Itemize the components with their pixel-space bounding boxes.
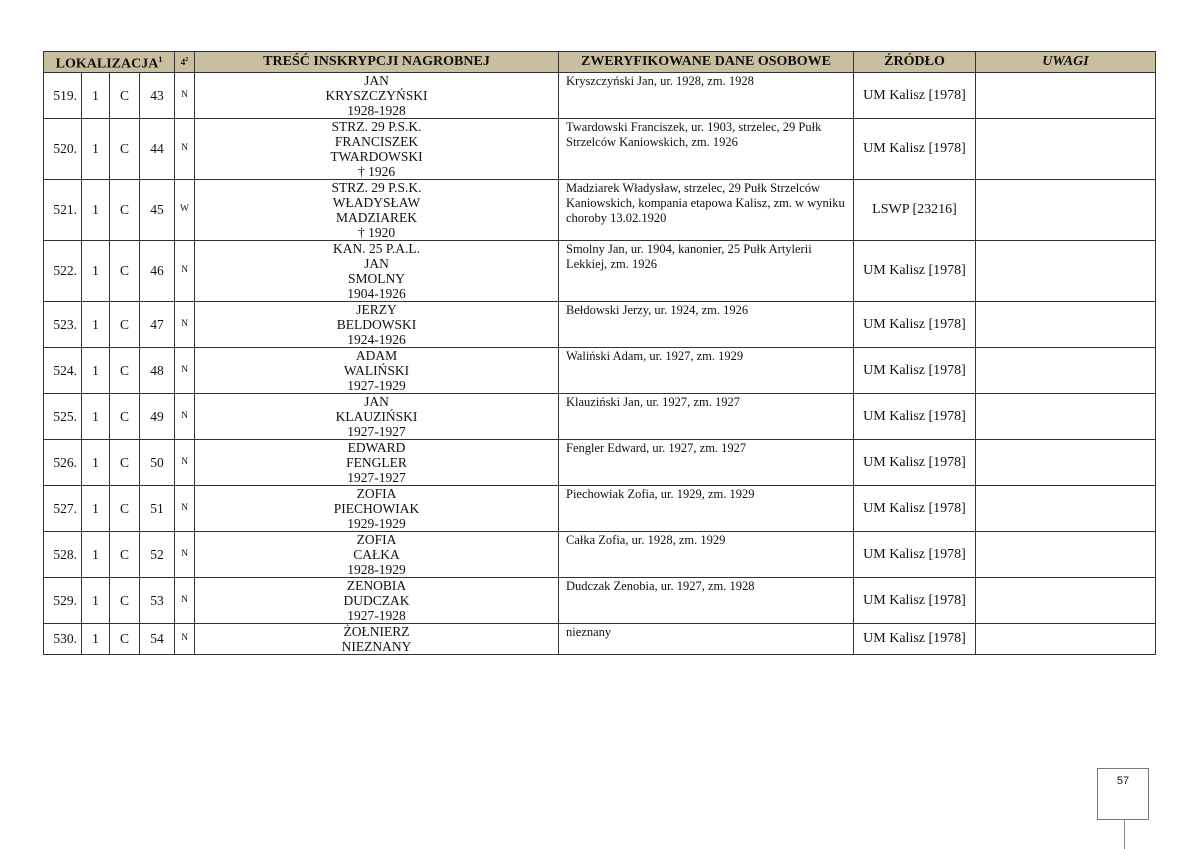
remarks	[976, 485, 1156, 531]
inscription-line: KLAUZIŃSKI	[335, 408, 418, 424]
location-field-3: 50	[140, 439, 175, 485]
inscription-cell	[195, 72, 559, 118]
remarks	[976, 531, 1156, 577]
remarks	[976, 118, 1156, 179]
location-field-3: 54	[140, 623, 175, 654]
remarks	[976, 72, 1156, 118]
inscription-line: JAN	[364, 393, 389, 409]
table-row	[44, 439, 1156, 485]
row-number: 521.	[44, 179, 82, 240]
inscription-line: WŁADYSŁAW	[332, 194, 421, 210]
table-row	[44, 240, 1156, 301]
grave-type: N	[175, 531, 195, 577]
inscription-cell	[195, 485, 559, 531]
header-source: ŹRÓDŁO	[854, 52, 976, 73]
remarks	[976, 393, 1156, 439]
inscription-line: 1904-1926	[347, 285, 406, 301]
inscription-line: KRYSZCZYŃSKI	[325, 87, 428, 103]
inscription-line: † 1920	[357, 224, 396, 240]
inscription-line: 1928-1929	[347, 561, 406, 577]
location-field-1: 1	[82, 439, 110, 485]
location-field-3: 51	[140, 485, 175, 531]
inscription-line: KAN. 25 P.A.L.	[332, 240, 420, 256]
row-number: 525.	[44, 393, 82, 439]
inscription-line: 1927-1927	[347, 423, 406, 439]
location-field-3: 52	[140, 531, 175, 577]
location-field-2: C	[110, 347, 140, 393]
personal-data: Całka Zofia, ur. 1928, zm. 1929	[559, 531, 854, 577]
inscription-line: NIEZNANY	[341, 638, 412, 654]
row-number: 530.	[44, 623, 82, 654]
page-number-box	[1097, 768, 1149, 820]
inscription-line: BELDOWSKI	[336, 316, 417, 332]
source: UM Kalisz [1978]	[854, 439, 976, 485]
row-number: 523.	[44, 301, 82, 347]
inscription-line: JERZY	[356, 301, 397, 317]
page-divider	[1124, 819, 1125, 849]
table-row	[44, 347, 1156, 393]
source: UM Kalisz [1978]	[854, 393, 976, 439]
grave-type: N	[175, 240, 195, 301]
table-row	[44, 623, 1156, 654]
grave-type: N	[175, 439, 195, 485]
location-field-3: 53	[140, 577, 175, 623]
inscription-cell	[195, 118, 559, 179]
inscription-line: STRZ. 29 P.S.K.	[331, 179, 422, 195]
header-col4: $4^2$	[175, 52, 195, 73]
inscription-cell	[195, 393, 559, 439]
location-field-2: C	[110, 240, 140, 301]
inscription-line: FENGLER	[346, 454, 407, 470]
grave-type: N	[175, 577, 195, 623]
location-field-3: 48	[140, 347, 175, 393]
header-inscription: TREŚĆ INSKRYPCJI NAGROBNEJ	[195, 52, 559, 73]
table-row	[44, 485, 1156, 531]
personal-data: Dudczak Zenobia, ur. 1927, zm. 1928	[559, 577, 854, 623]
personal-data: Madziarek Władysław, strzelec, 29 Pułk Strzelców Kaniowskich, kompania etapowa Kalisz, zm. w wyniku choroby 13.02.1920	[559, 179, 854, 240]
location-field-1: 1	[82, 301, 110, 347]
personal-data: Piechowiak Zofia, ur. 1929, zm. 1929	[559, 485, 854, 531]
grave-type: W	[175, 179, 195, 240]
inscription-line: EDWARD	[347, 439, 406, 455]
location-field-2: C	[110, 72, 140, 118]
row-number: 528.	[44, 531, 82, 577]
table-row	[44, 118, 1156, 179]
header-row	[44, 52, 1156, 73]
location-field-2: C	[110, 577, 140, 623]
inscription-line: MADZIAREK	[336, 209, 417, 225]
row-number: 519.	[44, 72, 82, 118]
inscription-line: 1927-1927	[347, 469, 406, 485]
header-personal-data: ZWERYFIKOWANE DANE OSOBOWE	[559, 52, 854, 73]
row-number: 524.	[44, 347, 82, 393]
row-number: 529.	[44, 577, 82, 623]
source: UM Kalisz [1978]	[854, 118, 976, 179]
grave-type: N	[175, 118, 195, 179]
location-field-2: C	[110, 485, 140, 531]
table-row	[44, 179, 1156, 240]
source: UM Kalisz [1978]	[854, 72, 976, 118]
remarks	[976, 439, 1156, 485]
source: UM Kalisz [1978]	[854, 531, 976, 577]
row-number: 527.	[44, 485, 82, 531]
inscription-line: 1927-1929	[347, 377, 406, 393]
personal-data: Bełdowski Jerzy, ur. 1924, zm. 1926	[559, 301, 854, 347]
inscription-line: CAŁKA	[353, 546, 400, 562]
grave-type: N	[175, 347, 195, 393]
personal-data: Waliński Adam, ur. 1927, zm. 1929	[559, 347, 854, 393]
personal-data: Twardowski Franciszek, ur. 1903, strzelec, 29 Pułk Strzelców Kaniowskich, zm. 1926	[559, 118, 854, 179]
remarks	[976, 240, 1156, 301]
inscription-line: ŻOŁNIERZ	[343, 623, 410, 639]
location-field-1: 1	[82, 393, 110, 439]
location-field-2: C	[110, 301, 140, 347]
remarks	[976, 347, 1156, 393]
location-field-1: 1	[82, 72, 110, 118]
grave-type: N	[175, 72, 195, 118]
location-field-3: 44	[140, 118, 175, 179]
location-field-3: 46	[140, 240, 175, 301]
remarks	[976, 623, 1156, 654]
inscription-cell	[195, 301, 559, 347]
inscription-line: DUDCZAK	[343, 592, 410, 608]
personal-data: Fengler Edward, ur. 1927, zm. 1927	[559, 439, 854, 485]
table-row	[44, 72, 1156, 118]
table-row	[44, 577, 1156, 623]
inscription-cell	[195, 439, 559, 485]
inscription-cell	[195, 240, 559, 301]
location-field-1: 1	[82, 240, 110, 301]
location-field-2: C	[110, 439, 140, 485]
row-number: 520.	[44, 118, 82, 179]
location-field-1: 1	[82, 577, 110, 623]
inscription-cell	[195, 531, 559, 577]
location-field-1: 1	[82, 623, 110, 654]
header-lokalizacja: LOKALIZACJA$^1$	[44, 52, 175, 73]
table-row	[44, 393, 1156, 439]
table-row	[44, 531, 1156, 577]
location-field-3: 49	[140, 393, 175, 439]
location-field-3: 47	[140, 301, 175, 347]
location-field-2: C	[110, 531, 140, 577]
inscription-line: † 1926	[357, 163, 396, 179]
inscription-cell	[195, 623, 559, 654]
inscription-line: TWARDOWSKI	[330, 148, 423, 164]
personal-data: Kryszczyński Jan, ur. 1928, zm. 1928	[559, 72, 854, 118]
register-body	[44, 72, 1156, 654]
remarks	[976, 179, 1156, 240]
table-row	[44, 301, 1156, 347]
inscription-line: STRZ. 29 P.S.K.	[331, 118, 422, 134]
personal-data: Smolny Jan, ur. 1904, kanonier, 25 Pułk Artylerii Lekkiej, zm. 1926	[559, 240, 854, 301]
grave-type: N	[175, 301, 195, 347]
source: UM Kalisz [1978]	[854, 623, 976, 654]
inscription-line: 1924-1926	[347, 331, 406, 347]
inscription-line: JAN	[364, 72, 389, 88]
inscription-cell	[195, 577, 559, 623]
location-field-1: 1	[82, 179, 110, 240]
grave-type: N	[175, 393, 195, 439]
inscription-cell	[195, 179, 559, 240]
header-remarks: UWAGI	[976, 52, 1156, 73]
location-field-1: 1	[82, 118, 110, 179]
inscription-line: 1929-1929	[347, 515, 406, 531]
source: UM Kalisz [1978]	[854, 301, 976, 347]
row-number: 522.	[44, 240, 82, 301]
source: UM Kalisz [1978]	[854, 577, 976, 623]
source: LSWP [23216]	[854, 179, 976, 240]
source: UM Kalisz [1978]	[854, 240, 976, 301]
source: UM Kalisz [1978]	[854, 347, 976, 393]
inscription-line: SMOLNY	[347, 270, 405, 286]
location-field-3: 43	[140, 72, 175, 118]
location-field-2: C	[110, 623, 140, 654]
location-field-1: 1	[82, 531, 110, 577]
location-field-1: 1	[82, 347, 110, 393]
inscription-line: 1928-1928	[347, 102, 406, 118]
remarks	[976, 577, 1156, 623]
grave-type: N	[175, 623, 195, 654]
inscription-line: 1927-1928	[347, 607, 406, 623]
source: UM Kalisz [1978]	[854, 485, 976, 531]
inscription-line: FRANCISZEK	[334, 133, 419, 149]
location-field-2: C	[110, 179, 140, 240]
inscription-line: ZOFIA	[356, 485, 397, 501]
page-number: 57	[1116, 775, 1130, 787]
location-field-2: C	[110, 393, 140, 439]
inscription-cell	[195, 347, 559, 393]
inscription-line: ZOFIA	[356, 531, 397, 547]
location-field-1: 1	[82, 485, 110, 531]
inscription-line: ADAM	[355, 347, 398, 363]
inscription-line: ZENOBIA	[346, 577, 407, 593]
personal-data: nieznany	[559, 623, 854, 654]
location-field-2: C	[110, 118, 140, 179]
remarks	[976, 301, 1156, 347]
burial-register-table	[43, 51, 1156, 655]
row-number: 526.	[44, 439, 82, 485]
grave-type: N	[175, 485, 195, 531]
location-field-3: 45	[140, 179, 175, 240]
inscription-line: WALIŃSKI	[343, 362, 410, 378]
inscription-line: PIECHOWIAK	[333, 500, 420, 516]
personal-data: Klauziński Jan, ur. 1927, zm. 1927	[559, 393, 854, 439]
inscription-line: JAN	[364, 255, 389, 271]
